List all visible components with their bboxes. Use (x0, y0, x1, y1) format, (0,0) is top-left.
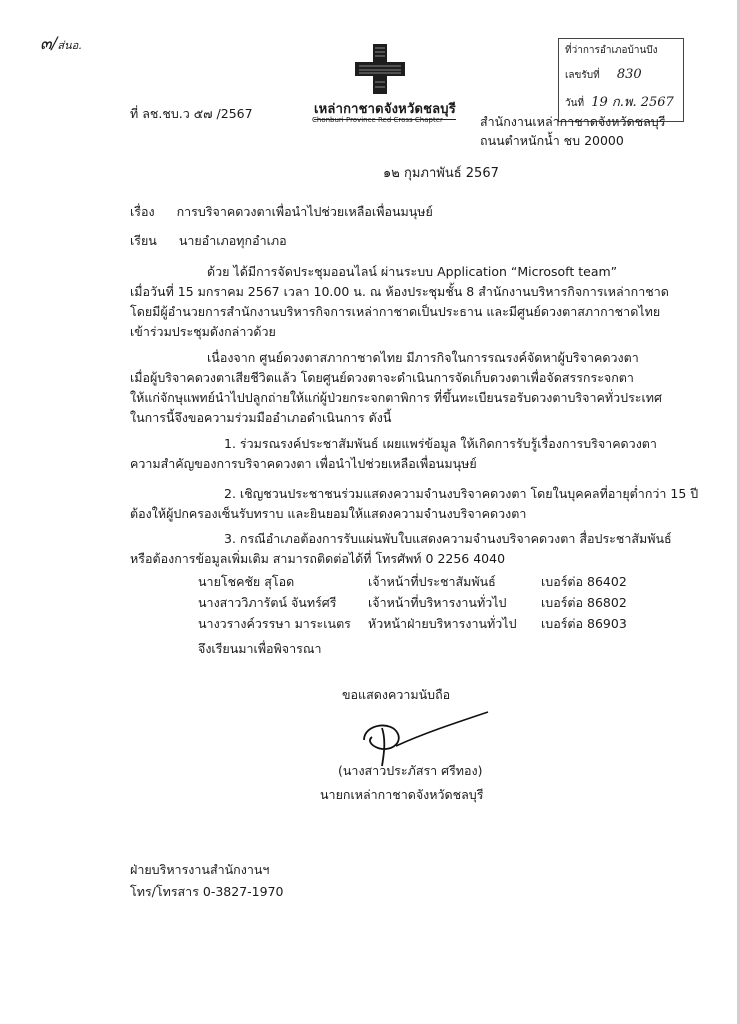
item-3-line: 3. กรณีอำเภอต้องการรับแผ่นพับใบแสดงความจำนงบริจาคดวงตา สื่อประชาสัมพันธ์ (224, 531, 672, 546)
paragraph-2-line: เนื่องจาก ศูนย์ดวงตาสภากาชาดไทย มีภารกิจในการรณรงค์จัดหาผู้บริจาคดวงตา (207, 350, 639, 365)
paragraph-1 (130, 262, 686, 342)
signer-title: นายกเหล่ากาชาดจังหวัดชลบุรี (320, 787, 484, 802)
contact-name: นายโชคชัย สุโอด (198, 574, 295, 589)
stamp-office: ที่ว่าการอำเภอบ้านบึง (565, 45, 658, 56)
organization-name-english: Chonburi Province Red Cross Chapter (312, 116, 443, 124)
paragraph-1-line: เมื่อวันที่ 15 มกราคม 2567 เวลา 10.00 น. ณ ห้องประชุมชั้น 8 สำนักงานบริหารกิจการเหล่ากาชาด (130, 284, 669, 299)
signer-name: (นางสาวประภัสรา ศรีทอง) (338, 763, 483, 778)
recipient-row (130, 233, 287, 249)
item-1-line: 1. ร่วมรณรงค์ประชาสัมพันธ์ เผยแพร่ข้อมูล ให้เกิดการรับรู้เรื่องการบริจาคดวงตา (224, 436, 657, 451)
contact-row (198, 572, 698, 593)
receiving-stamp (558, 38, 684, 122)
handwritten-note-number: ๓/ (40, 34, 58, 54)
contact-role: เจ้าหน้าที่ประชาสัมพันธ์ (368, 574, 496, 589)
item-2-line: ต้องให้ผู้ปกครองเซ็นรับทราบ และยินยอมให้แสดงความจำนงบริจาคดวงตา (130, 506, 527, 521)
letter-date: ๑๒ กุมภาพันธ์ 2567 (383, 166, 499, 181)
contact-extension: เบอร์ต่อ 86903 (541, 616, 627, 631)
recipient-label: เรียน (130, 233, 157, 248)
paragraph-1-line: เข้าร่วมประชุมดังกล่าวด้วย (130, 324, 276, 339)
organization-name-thai: เหล่ากาชาดจังหวัดชลบุรี (314, 98, 456, 120)
contact-list (198, 572, 698, 635)
item-2-line: 2. เชิญชวนประชาชนร่วมแสดงความจำนงบริจาคดวงตา โดยในบุคคลที่อายุต่ำกว่า 15 ปี (224, 486, 699, 501)
paragraph-1-line: โดยมีผู้อำนวยการสำนักงานบริหารกิจการเหล่ากาชาดเป็นประธาน และมีศูนย์ดวงตาสภากาชาดไทย (130, 304, 661, 319)
contact-name: นางสาววิภารัตน์ จันทร์ศรี (198, 595, 337, 610)
subject-label: เรื่อง (130, 204, 155, 219)
paragraph-2-line: ในการนี้จึงขอความร่วมมืออำเภอดำเนินการ ดังนี้ (130, 410, 392, 425)
contact-extension: เบอร์ต่อ 86802 (541, 595, 627, 610)
item-1-line: ความสำคัญของการบริจาคดวงตา เพื่อนำไปช่วยเหลือเพื่อนมนุษย์ (130, 456, 477, 471)
contact-extension: เบอร์ต่อ 86402 (541, 574, 627, 589)
contact-role: หัวหน้าฝ่ายบริหารงานทั่วไป (368, 616, 517, 631)
reference-number: ที่ ลช.ชบ.ว ๕๗ /2567 (130, 106, 253, 121)
subject-row (130, 204, 433, 220)
stamp-date-label: วันที่ (565, 98, 585, 109)
paragraph-2-line: เมื่อผู้บริจาคดวงตาเสียชีวิตแล้ว โดยศูนย์ดวงตาจะดำเนินการจัดเก็บดวงตาเพื่อจัดสรรกระจกตา (130, 370, 634, 385)
contact-name: นางวรางค์วรรษา มาระเนตร (198, 616, 351, 631)
footer-department: ฝ่ายบริหารงานสำนักงานฯ (130, 862, 270, 877)
subject-text: การบริจาคดวงตาเพื่อนำไปช่วยเหลือเพื่อนมนุษย์ (176, 204, 433, 219)
regards-line: ขอแสดงความนับถือ (342, 687, 451, 702)
contact-row (198, 593, 698, 614)
paragraph-2-line: ให้แก่จักษุแพทย์นำไปปลูกถ่ายให้แก่ผู้ป่วยกระจกตาพิการ ที่ขึ้นทะเบียนรอรับดวงตาบริจาคทั่วประเทศ (130, 390, 662, 405)
item-1 (130, 434, 686, 474)
recipient-text: นายอำเภอทุกอำเภอ (178, 233, 287, 248)
closing-line: จึงเรียนมาเพื่อพิจารณา (198, 641, 322, 656)
stamp-date-value: 19 ก.พ. 2567 (591, 95, 674, 110)
sender-address-line-2: ถนนตำหนักน้ำ ชบ 20000 (480, 133, 624, 148)
stamp-date-row (565, 91, 674, 112)
sender-address-line-1: สำนักงานเหล่ากาชาดจังหวัดชลบุรี (480, 114, 666, 129)
footer-phone: โทร/โทรสาร 0-3827-1970 (130, 884, 284, 899)
item-2 (130, 484, 699, 524)
handwritten-note (40, 30, 82, 57)
paragraph-1-line: ด้วย ได้มีการจัดประชุมออนไลน์ ผ่านระบบ Application “Microsoft team” (207, 264, 618, 279)
stamp-received-label: เลขรับที่ (565, 70, 600, 81)
handwritten-note-suffix: ส่นอ. (57, 39, 82, 52)
paragraph-2 (130, 348, 686, 428)
contact-row (198, 614, 698, 635)
item-3 (130, 529, 686, 569)
stamp-received-row (565, 67, 642, 83)
contact-role: เจ้าหน้าที่บริหารงานทั่วไป (368, 595, 507, 610)
signature-icon (352, 710, 492, 770)
stamp-received-number: 830 (616, 67, 642, 82)
red-cross-emblem-icon (353, 42, 407, 96)
item-3-line: หรือต้องการข้อมูลเพิ่มเติม สามารถติดต่อได้ที่ โทรศัพท์ 0 2256 4040 (130, 551, 506, 566)
